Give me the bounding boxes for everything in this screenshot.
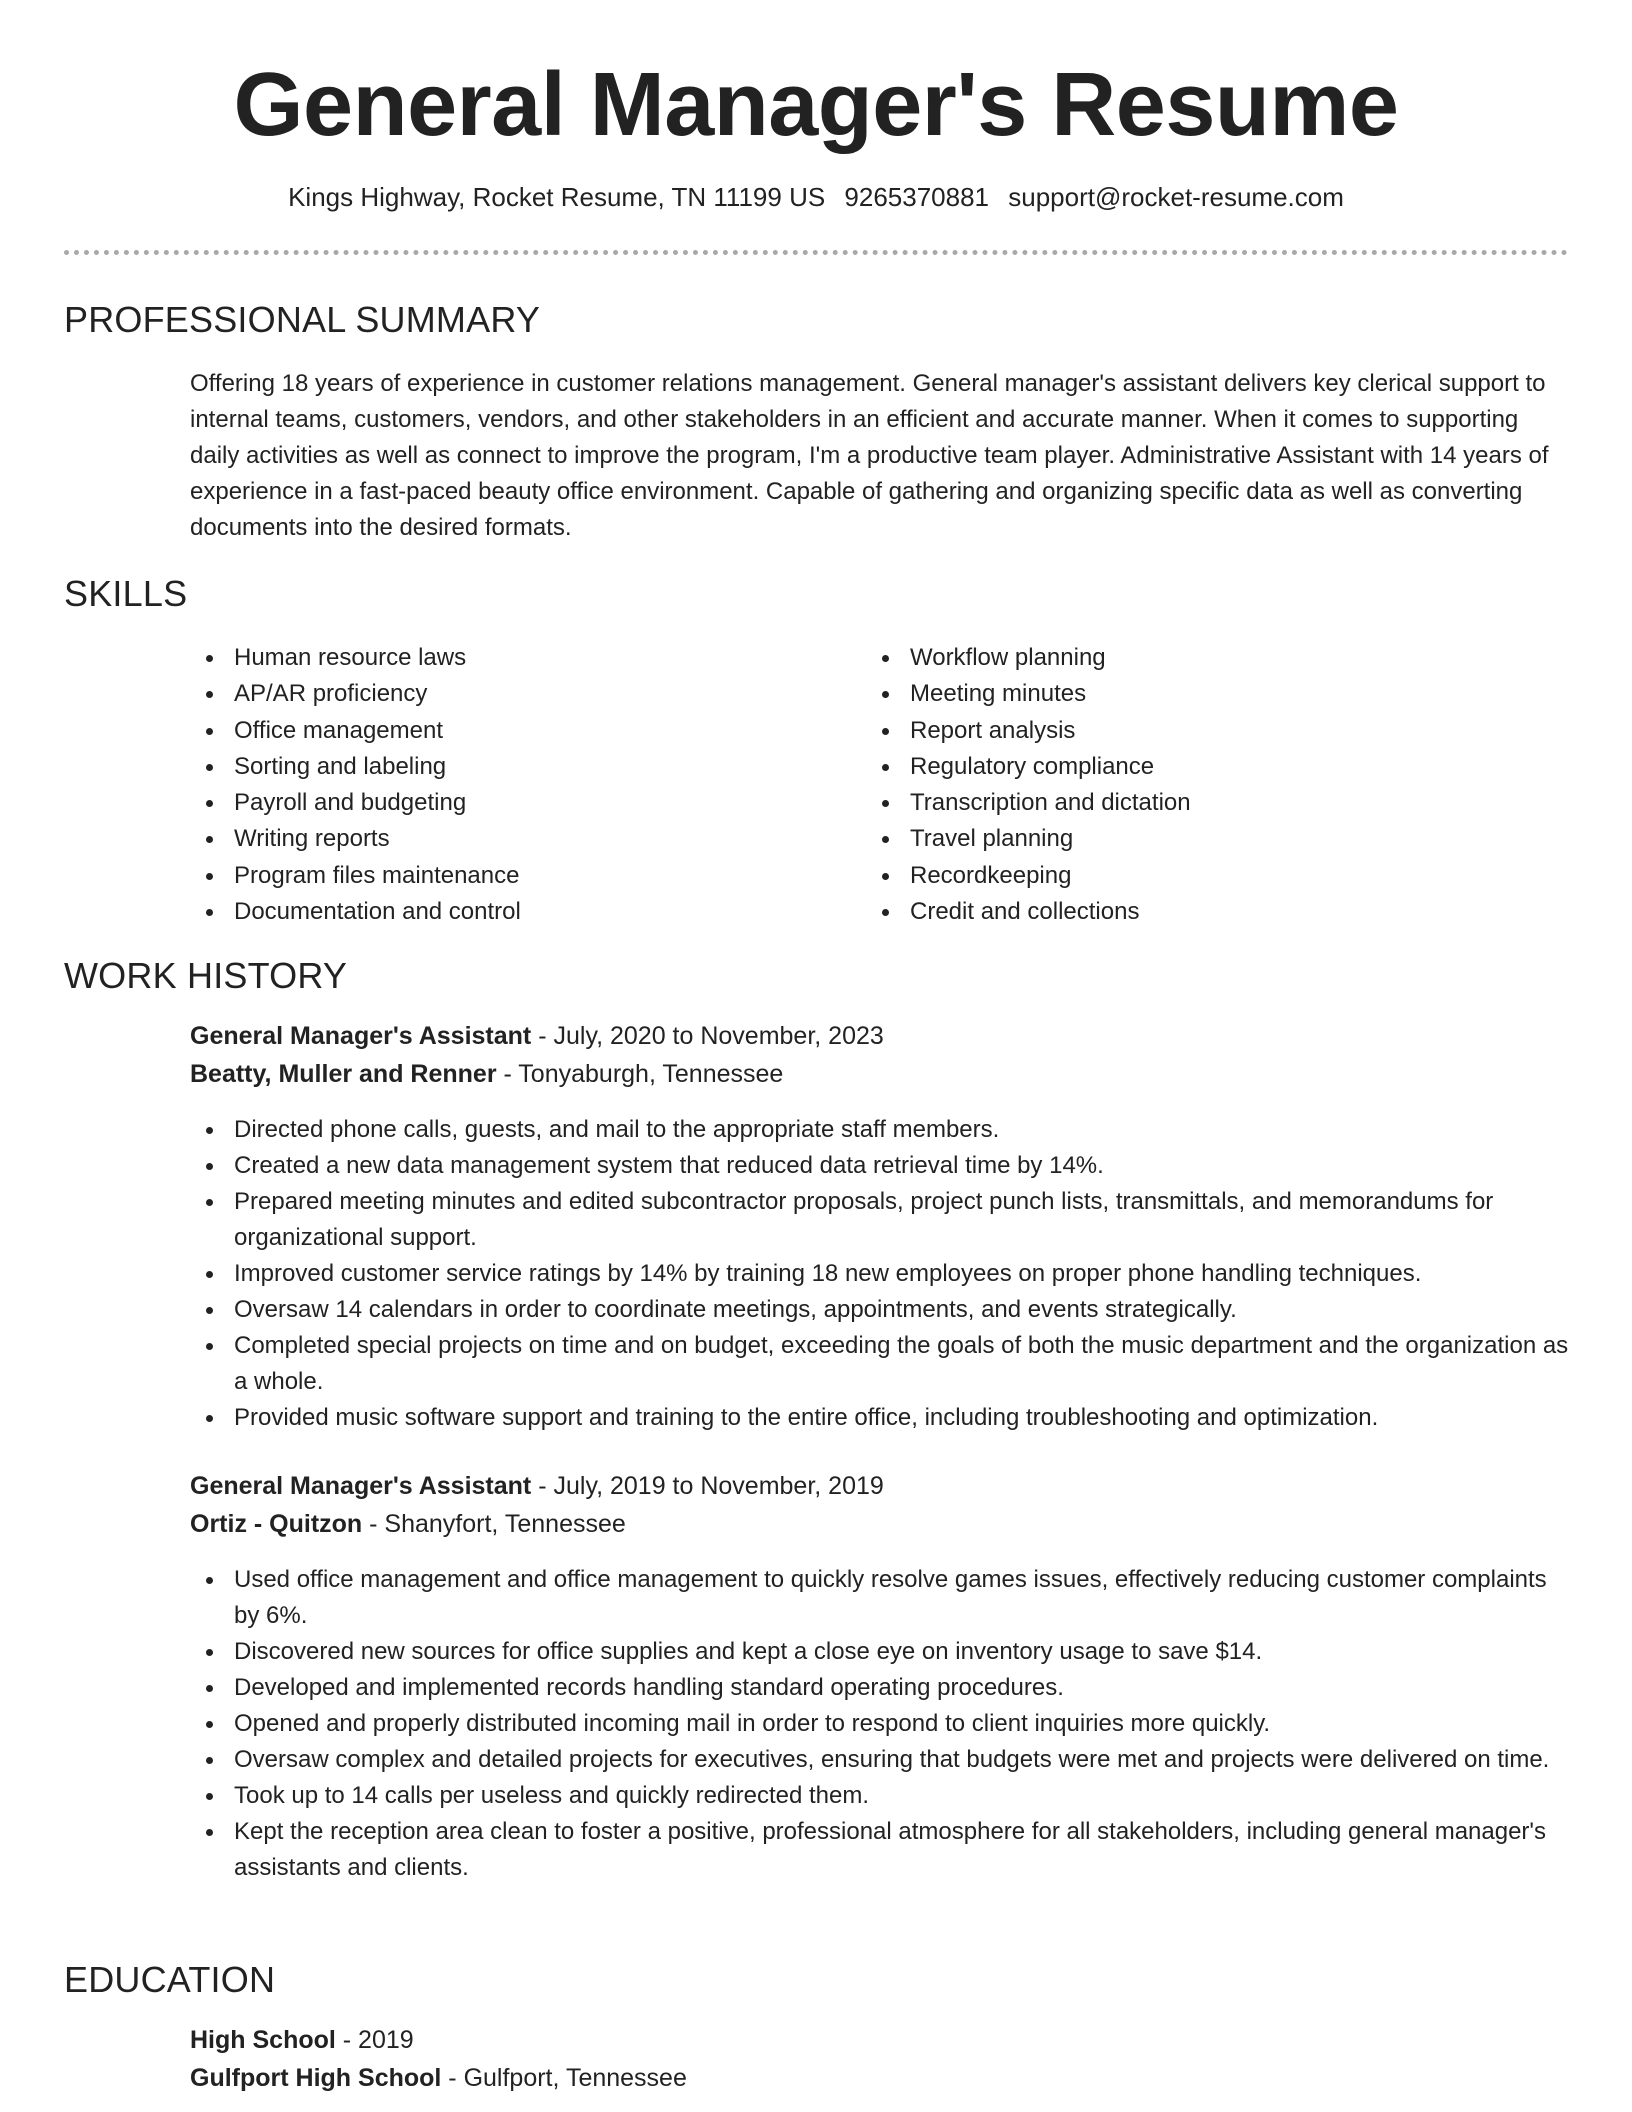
skill-item: Office management [190, 713, 810, 749]
list-item: Opened and properly distributed incoming mail in order to respond to client inquiries more quickly. [190, 1706, 1570, 1742]
skill-item: Credit and collections [866, 894, 1486, 930]
education-heading: EDUCATION [64, 1959, 276, 2000]
job-company-line [190, 1056, 783, 1092]
job-title-line [190, 1018, 884, 1054]
job-role: General Manager's Assistant [190, 1022, 532, 1050]
skill-item: Payroll and budgeting [190, 785, 810, 821]
list-item: Provided music software support and training to the entire office, including troubleshooting and optimization. [190, 1400, 1570, 1436]
job-dates: - July, 2020 to November, 2023 [531, 1022, 884, 1050]
skills-list-left [190, 640, 810, 930]
skill-item: Documentation and control [190, 894, 810, 930]
contact-line [0, 180, 1632, 214]
skill-item: Sorting and labeling [190, 749, 810, 785]
skill-item: Regulatory compliance [866, 749, 1486, 785]
education-school: Gulfport High School [190, 2064, 442, 2092]
education-year: - 2019 [335, 2026, 414, 2054]
resume-title: General Manager's Resume [233, 55, 1399, 155]
skill-item: Meeting minutes [866, 676, 1486, 712]
work-history-heading: WORK HISTORY [64, 955, 348, 996]
summary-text: Offering 18 years of experience in customer relations management. General manager's assistant delivers key clerical support to internal teams, customers, vendors, and other stakeholders in an efficient and accurate manner. When it comes to supporting daily activities as well as connect to improve the program, I'm a productive team player. Administrative Assistant with 14 years of experience in a fast-paced beauty office environment. Capable of gathering and organizing specific data as well as converting documents into the desired formats. [190, 370, 1549, 541]
skill-item: Writing reports [190, 821, 810, 857]
education-school-line [190, 2060, 687, 2096]
contact-phone: 9265370881 [844, 182, 990, 212]
education-degree-line [190, 2022, 414, 2058]
skills-heading: SKILLS [64, 573, 188, 614]
contact-email: support@rocket-resume.com [1008, 182, 1344, 212]
list-item: Oversaw 14 calendars in order to coordinate meetings, appointments, and events strategically. [190, 1292, 1570, 1328]
skill-item: Human resource laws [190, 640, 810, 676]
skills-list-right [866, 640, 1486, 930]
skill-item: Workflow planning [866, 640, 1486, 676]
list-item: Oversaw complex and detailed projects for executives, ensuring that budgets were met and projects were delivered on time. [190, 1742, 1570, 1778]
list-item: Prepared meeting minutes and edited subcontractor proposals, project punch lists, transmittals, and memorandums for organizational support. [190, 1184, 1570, 1256]
job-location: - Tonyaburgh, Tennessee [496, 1060, 784, 1088]
job-dates: - July, 2019 to November, 2019 [531, 1472, 884, 1500]
list-item: Developed and implemented records handling standard operating procedures. [190, 1670, 1570, 1706]
job-company-line [190, 1506, 626, 1542]
education-degree: High School [190, 2026, 336, 2054]
education-location: - Gulfport, Tennessee [441, 2064, 687, 2092]
job-role: General Manager's Assistant [190, 1472, 532, 1500]
job-location: - Shanyfort, Tennessee [362, 1510, 626, 1538]
list-item: Discovered new sources for office supplies and kept a close eye on inventory usage to save $14. [190, 1634, 1570, 1670]
job-title-line [190, 1468, 884, 1504]
header-divider [64, 250, 1568, 255]
job-bullets [190, 1562, 1570, 1886]
skill-item: AP/AR proficiency [190, 676, 810, 712]
list-item: Directed phone calls, guests, and mail to the appropriate staff members. [190, 1112, 1570, 1148]
skill-item: Program files maintenance [190, 858, 810, 894]
list-item: Completed special projects on time and on budget, exceeding the goals of both the music department and the organization as a whole. [190, 1328, 1570, 1400]
list-item: Took up to 14 calls per useless and quickly redirected them. [190, 1778, 1570, 1814]
list-item: Used office management and office management to quickly resolve games issues, effectively reducing customer complaints by 6%. [190, 1562, 1570, 1634]
list-item: Improved customer service ratings by 14% by training 18 new employees on proper phone handling techniques. [190, 1256, 1570, 1292]
contact-address: Kings Highway, Rocket Resume, TN 11199 US [288, 182, 826, 212]
list-item: Created a new data management system that reduced data retrieval time by 14%. [190, 1148, 1570, 1184]
skill-item: Transcription and dictation [866, 785, 1486, 821]
list-item: Kept the reception area clean to foster a positive, professional atmosphere for all stakeholders, including general manager's assistants and clients. [190, 1814, 1570, 1886]
job-company: Ortiz - Quitzon [190, 1510, 363, 1538]
job-bullets [190, 1112, 1570, 1436]
skill-item: Travel planning [866, 821, 1486, 857]
skill-item: Recordkeeping [866, 858, 1486, 894]
skill-item: Report analysis [866, 713, 1486, 749]
job-company: Beatty, Muller and Renner [190, 1060, 497, 1088]
summary-heading: PROFESSIONAL SUMMARY [64, 299, 541, 340]
